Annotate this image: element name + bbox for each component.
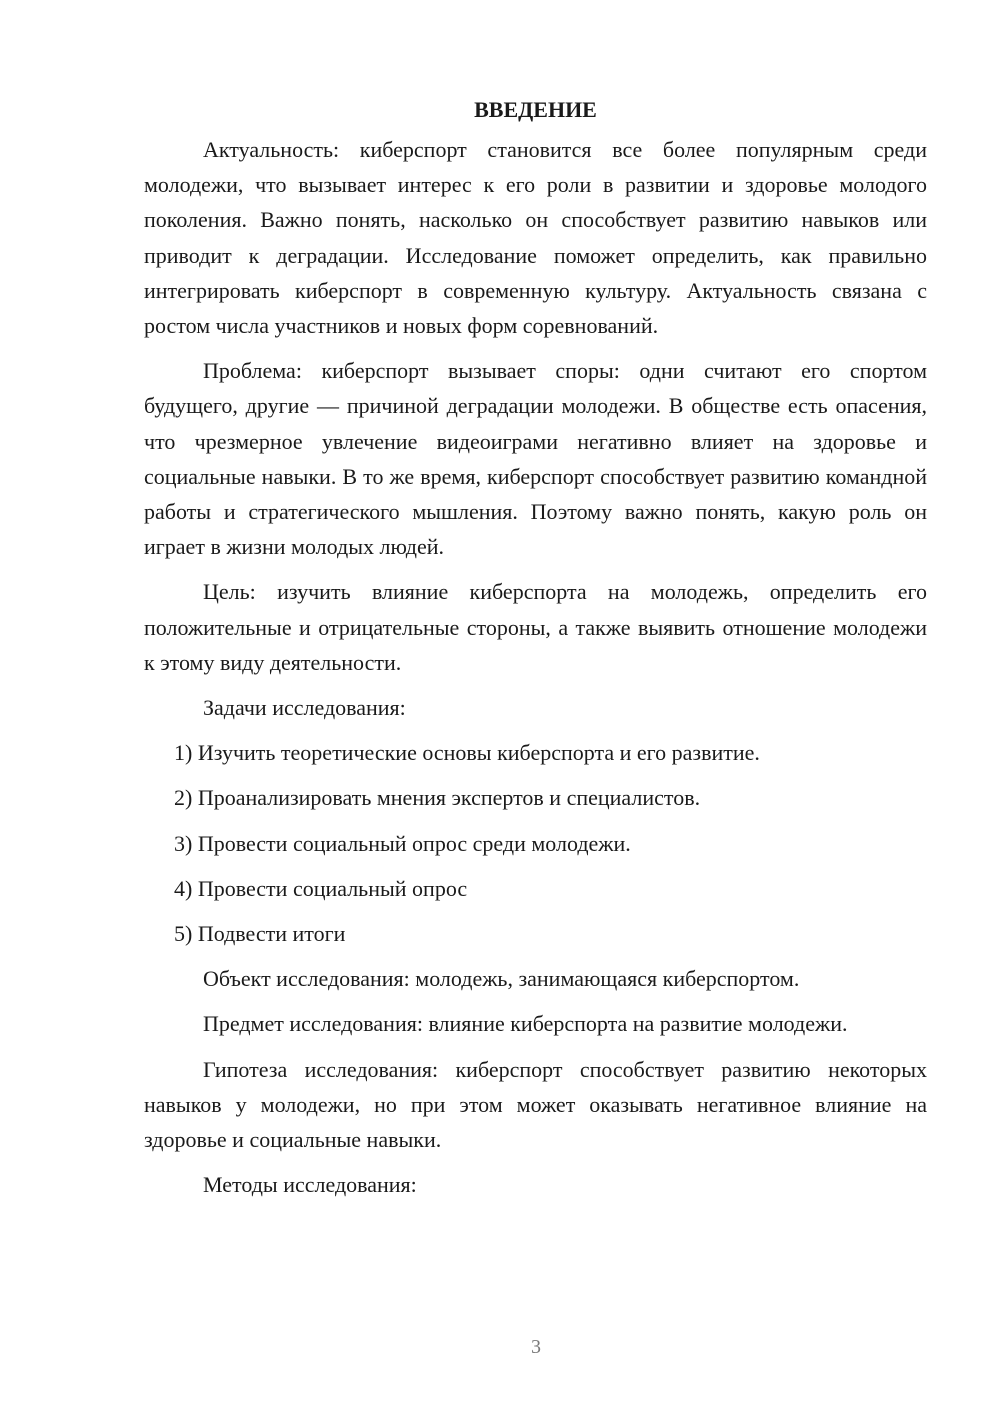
problem-paragraph: Проблема: киберспорт вызывает споры: одни считают его спортом будущего, другие — причиной деградации молодежи. В обществе есть опасения, что чрезмерное увлечение видеоиграми негативно влияет на здоровье и социальные навыки. В то же время, киберспорт способствует развитию командной работы и стратегического мышления. Поэтому важно понять, какую роль он играет в жизни молодых людей. bbox=[144, 358, 927, 560]
task-item-3: 3) Провести социальный опрос среди молодежи. bbox=[174, 830, 631, 856]
tasks-list bbox=[144, 735, 927, 951]
goal-paragraph: Цель: изучить влияние киберспорта на молодежь, определить его положительные и отрицательные стороны, а также выявить отношение молодежи к этому виду деятельности. bbox=[144, 579, 927, 675]
task-item-5: 5) Подвести итоги bbox=[174, 921, 346, 947]
relevance-paragraph: Актуальность: киберспорт становится все более популярным среди молодежи, что вызывает интерес к его роли в развитии и здоровье молодого поколения. Важно понять, насколько он способствует развитию навыков или приводит к деградации. Исследование поможет определить, как правильно интегрировать киберспорт в современную культуру. Актуальность связана с ростом числа участников и новых форм соревнований. bbox=[144, 137, 927, 339]
task-item-1: 1) Изучить теоретические основы киберспорта и его развитие. bbox=[174, 740, 760, 766]
task-item-2: 2) Проанализировать мнения экспертов и специалистов. bbox=[174, 785, 701, 811]
page-title: ВВЕДЕНИЕ bbox=[474, 97, 597, 122]
page-content bbox=[144, 92, 927, 1212]
object-paragraph: Объект исследования: молодежь, занимающаяся киберспортом. bbox=[203, 966, 800, 992]
methods-heading: Методы исследования: bbox=[203, 1172, 417, 1198]
tasks-heading: Задачи исследования: bbox=[203, 695, 406, 721]
task-item-4: 4) Провести социальный опрос bbox=[174, 875, 468, 901]
page-number: 3 bbox=[531, 1336, 541, 1358]
hypothesis-paragraph: Гипотеза исследования: киберспорт способствует развитию некоторых навыков у молодежи, но при этом может оказывать негативное влияние на здоровье и социальные навыки. bbox=[144, 1056, 927, 1153]
subject-paragraph: Предмет исследования: влияние киберспорта на развитие молодежи. bbox=[203, 1011, 848, 1037]
